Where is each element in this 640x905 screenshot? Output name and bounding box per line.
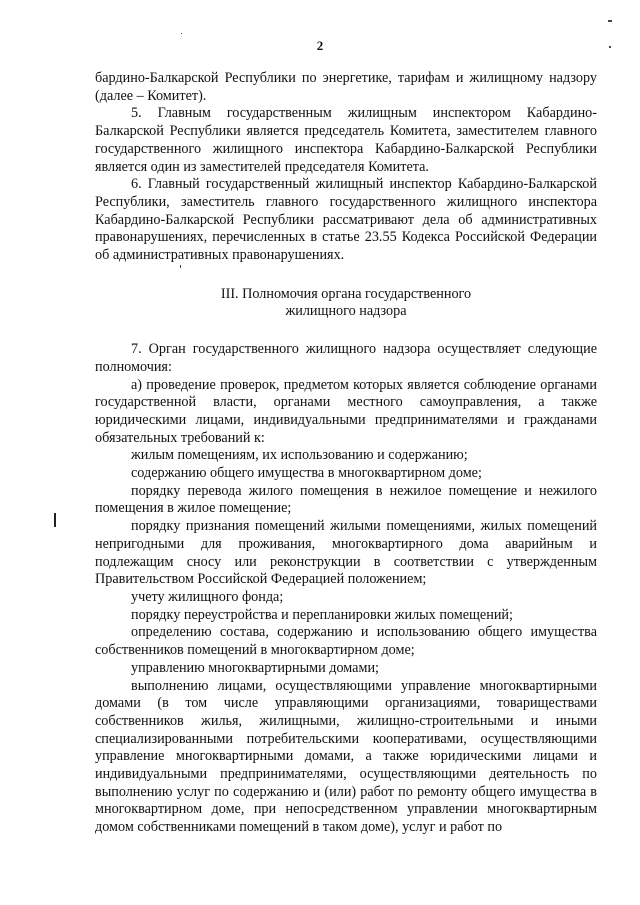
section-heading-line2: жилищного надзора <box>285 303 407 320</box>
subparagraph-a: а) проведение проверок, предметом которых является соблюдение органами государственной власти, органами местного самоуправления, а также юридическими лицами, индивидуальными предпринимателями и гражданами обязательных требований к: <box>95 376 597 446</box>
list-item: выполнению лицами, осуществляющими управление многоквартирными домами (в том числе управляющими организациями, товариществами собственников жилья, жилищными, жилищно-строительными и иными специализированными потребительскими кооперативами, осуществляющими управление многоквартирными домами, а также юридическими лицами и индивидуальными предпринимателями, осуществляющими деятельность по выполнению услуг по содержанию и (или) работ по ремонту общего имущества в многоквартирном доме, при непосредственном управлении многоквартирным домом собственниками помещений в таком доме), услуг и работ по <box>95 677 597 836</box>
section-heading <box>95 286 597 321</box>
scan-speck <box>608 20 612 22</box>
scan-speck <box>54 513 56 527</box>
list-item: порядку переустройства и перепланировки жилых помещений; <box>131 606 513 623</box>
document-body <box>95 70 597 837</box>
list-item: содержанию общего имущества в многоквартирном доме; <box>131 465 482 482</box>
paragraph-item-6: 6. Главный государственный жилищный инспектор Кабардино-Балкарской Республики, заместитель главного государственного жилищного инспектора Кабардино-Балкарской Республики рассматривают дела об административных правонарушениях, перечисленных в статье 23.55 Кодекса Российской Федерации об административных правонарушениях. <box>95 176 597 264</box>
scan-speck <box>181 33 182 34</box>
list-item: управлению многоквартирными домами; <box>131 659 379 676</box>
list-item: определению состава, содержанию и использованию общего имущества собственников помещений в многоквартирном доме; <box>95 624 597 659</box>
list-item: учету жилищного фонда; <box>131 588 284 605</box>
page-number: 2 <box>316 38 324 53</box>
section-heading-line1: III. Полномочия органа государственного <box>220 285 472 302</box>
paragraph-item-7: 7. Орган государственного жилищного надзора осуществляет следующие полномочия: <box>95 341 597 375</box>
paragraph-item-5: 5. Главным государственным жилищным инспектором Кабардино-Балкарской Республики является председатель Комитета, заместителем главного государственного жилищного инспектора Кабардино-Балкарской Республики является один из заместителей председателя Комитета. <box>95 105 597 175</box>
list-item: порядку перевода жилого помещения в нежилое помещение и нежилого помещения в жилое помещение; <box>95 482 597 517</box>
paragraph-continuation: бардино-Балкарской Республики по энергетике, тарифам и жилищному надзору (далее – Комитет). <box>95 70 597 104</box>
list-item: порядку признания помещений жилыми помещениями, жилых помещений непригодными для проживания, многоквартирного дома аварийным и подлежащим сносу или реконструкции в соответствии с утвержденным Правительством Российской Федерацией положением; <box>95 518 597 588</box>
list-item: жилым помещениям, их использованию и содержанию; <box>131 447 468 464</box>
